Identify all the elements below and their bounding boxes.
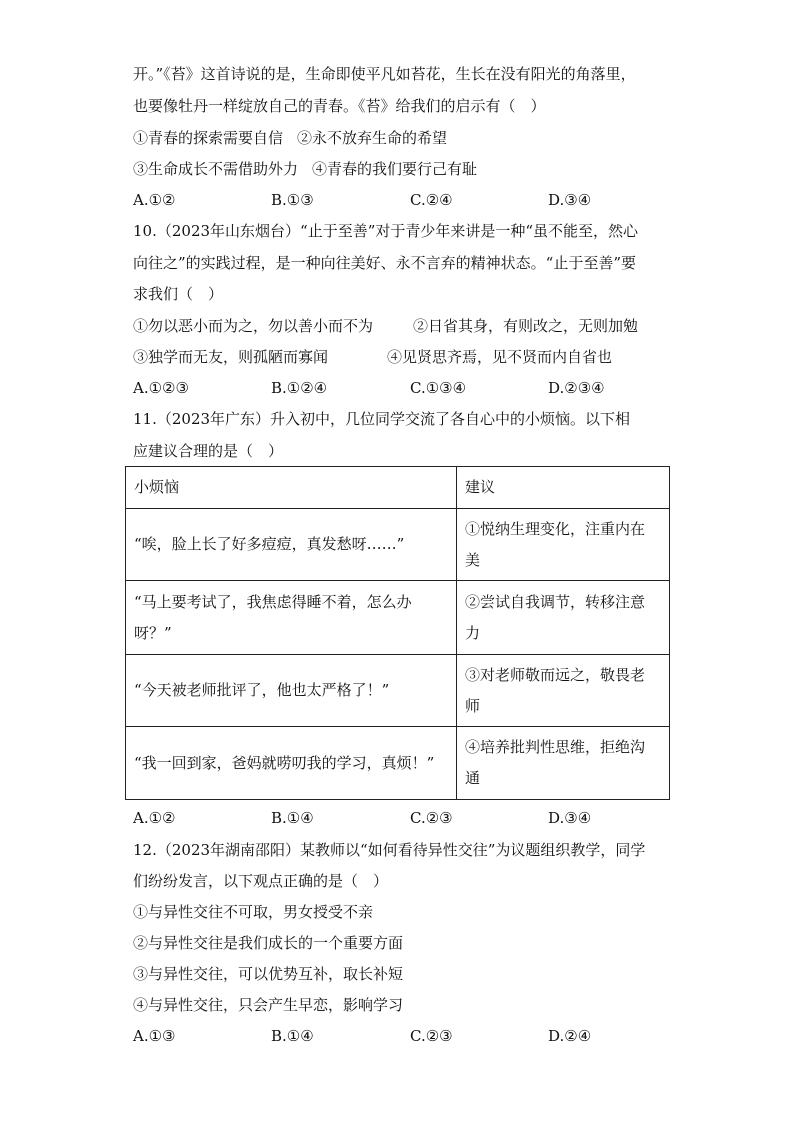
q10-option-a[interactable]: A.①②③ [133,379,189,397]
q10-statements-row-1 [133,316,673,336]
q9-stem-line-1: 开。”《苔》这首诗说的是，生命即使平凡如苔花，生长在没有阳光的角落里， [133,65,636,83]
advice-cell [457,727,670,800]
q9-statements-row-1 [133,128,447,148]
worry-cell [126,727,457,800]
table-row [126,581,670,655]
advice-cell [457,655,670,727]
worry-cell [126,655,457,727]
advice-line-2: 力 [465,623,481,642]
q9-options [133,190,673,210]
table-header-advice: 建议 [457,467,670,509]
advice-line-1: ④培养批判性思维，拒绝沟 [465,738,646,756]
q9-option-d[interactable]: D.③④ [548,191,592,209]
q9-option-b[interactable]: B.①③ [271,191,314,209]
worry-cell [126,509,457,581]
worry-advice-table [125,466,670,800]
q12-option-d[interactable]: D.②④ [548,1027,592,1045]
q12-option-b[interactable]: B.①④ [271,1027,314,1045]
q10-statement-1: ①勿以恶小而为之，勿以善小而不为 [133,317,374,335]
q9-statement-2: ②永不放弃生命的希望 [297,129,448,147]
table-row [126,509,670,581]
q11-options [133,808,673,828]
worry-text-line-2: 呀？” [134,623,172,642]
worry-cell [126,581,457,655]
q10-stem-line-3: 求我们（ ） [133,285,224,303]
advice-line-2: 通 [465,769,481,787]
advice-line-2: 美 [465,550,481,569]
q12-stem-line-1: 12.（2023年湖南邵阳）某教师以“如何看待异性交往”为议题组织教学，同学 [133,841,646,859]
q11-option-d[interactable]: D.③④ [548,809,592,827]
advice-line-1: ②尝试自我调节，转移注意 [465,592,646,611]
advice-cell [457,581,670,655]
q12-stem-line-2: 们纷纷发言，以下观点正确的是（ ） [133,872,389,890]
q12-statement-4: ④与异性交往，只会产生早恋，影响学习 [133,996,404,1014]
q12-option-a[interactable]: A.①③ [133,1027,176,1045]
advice-line-1: ①悦纳生理变化，注重内在 [465,519,646,538]
worry-text: “今天被老师批评了，他也太严格了！” [134,681,390,699]
q9-option-c[interactable]: C.②④ [410,191,453,209]
table-header-worry: 小烦恼 [126,467,457,509]
q12-statement-1: ①与异性交往不可取，男女授受不亲 [133,903,374,921]
q10-statements-row-2 [133,347,673,367]
advice-line-2: 师 [465,696,481,715]
q10-stem-line-2: 向往之”的实践过程，是一种向往美好、永不言弃的精神状态。“止于至善”要 [133,254,637,272]
worry-text-line-1: “马上要考试了，我焦虑得睡不着，怎么办 [134,592,412,611]
q10-statement-4: ④见贤思齐焉，见不贤而内自省也 [387,348,613,366]
table-row [126,727,670,800]
q10-option-d[interactable]: D.②③④ [548,379,605,397]
table-row [126,655,670,727]
q12-option-c[interactable]: C.②③ [410,1027,453,1045]
table-header-row [126,467,670,509]
q9-statement-3: ③生命成长不需借助外力 [133,160,299,178]
q10-option-b[interactable]: B.①②④ [271,379,328,397]
q11-option-a[interactable]: A.①② [133,809,176,827]
worry-text: “唉，脸上长了好多痘痘，真发愁呀……” [134,535,405,553]
advice-line-1: ③对老师敬而远之，敬畏老 [465,665,646,684]
q12-options [133,1026,673,1046]
q9-option-a[interactable]: A.①② [133,191,176,209]
q10-stem-line-1: 10.（2023年山东烟台）“止于至善”对于青少年来讲是一种“虽不能至，然心 [133,222,639,240]
q10-statement-2: ②日省其身，有则改之，无则加勉 [413,317,639,335]
advice-cell [457,509,670,581]
q12-statement-3: ③与异性交往，可以优势互补，取长补短 [133,965,404,983]
q11-option-b[interactable]: B.①④ [271,809,314,827]
q10-option-c[interactable]: C.①③④ [410,379,467,397]
q9-statement-4: ④青春的我们要行己有耻 [312,160,478,178]
q11-option-c[interactable]: C.②③ [410,809,453,827]
q10-statement-3: ③独学而无友，则孤陋而寡闻 [133,348,329,366]
q9-statement-1: ①青春的探索需要自信 [133,129,284,147]
q9-stem-line-2: 也要像牡丹一样绽放自己的青春。《苔》给我们的启示有（ ） [133,97,546,115]
q9-statements-row-2 [133,159,477,179]
q11-stem-line-1: 11.（2023年广东）升入初中，几位同学交流了各自心中的小烦恼。以下相 [133,410,631,428]
q10-options [133,378,673,398]
q11-stem-line-2: 应建议合理的是（ ） [133,442,284,460]
q12-statement-2: ②与异性交往是我们成长的一个重要方面 [133,934,404,952]
worry-text: “我一回到家，爸妈就唠叨我的学习，真烦！” [134,753,435,772]
